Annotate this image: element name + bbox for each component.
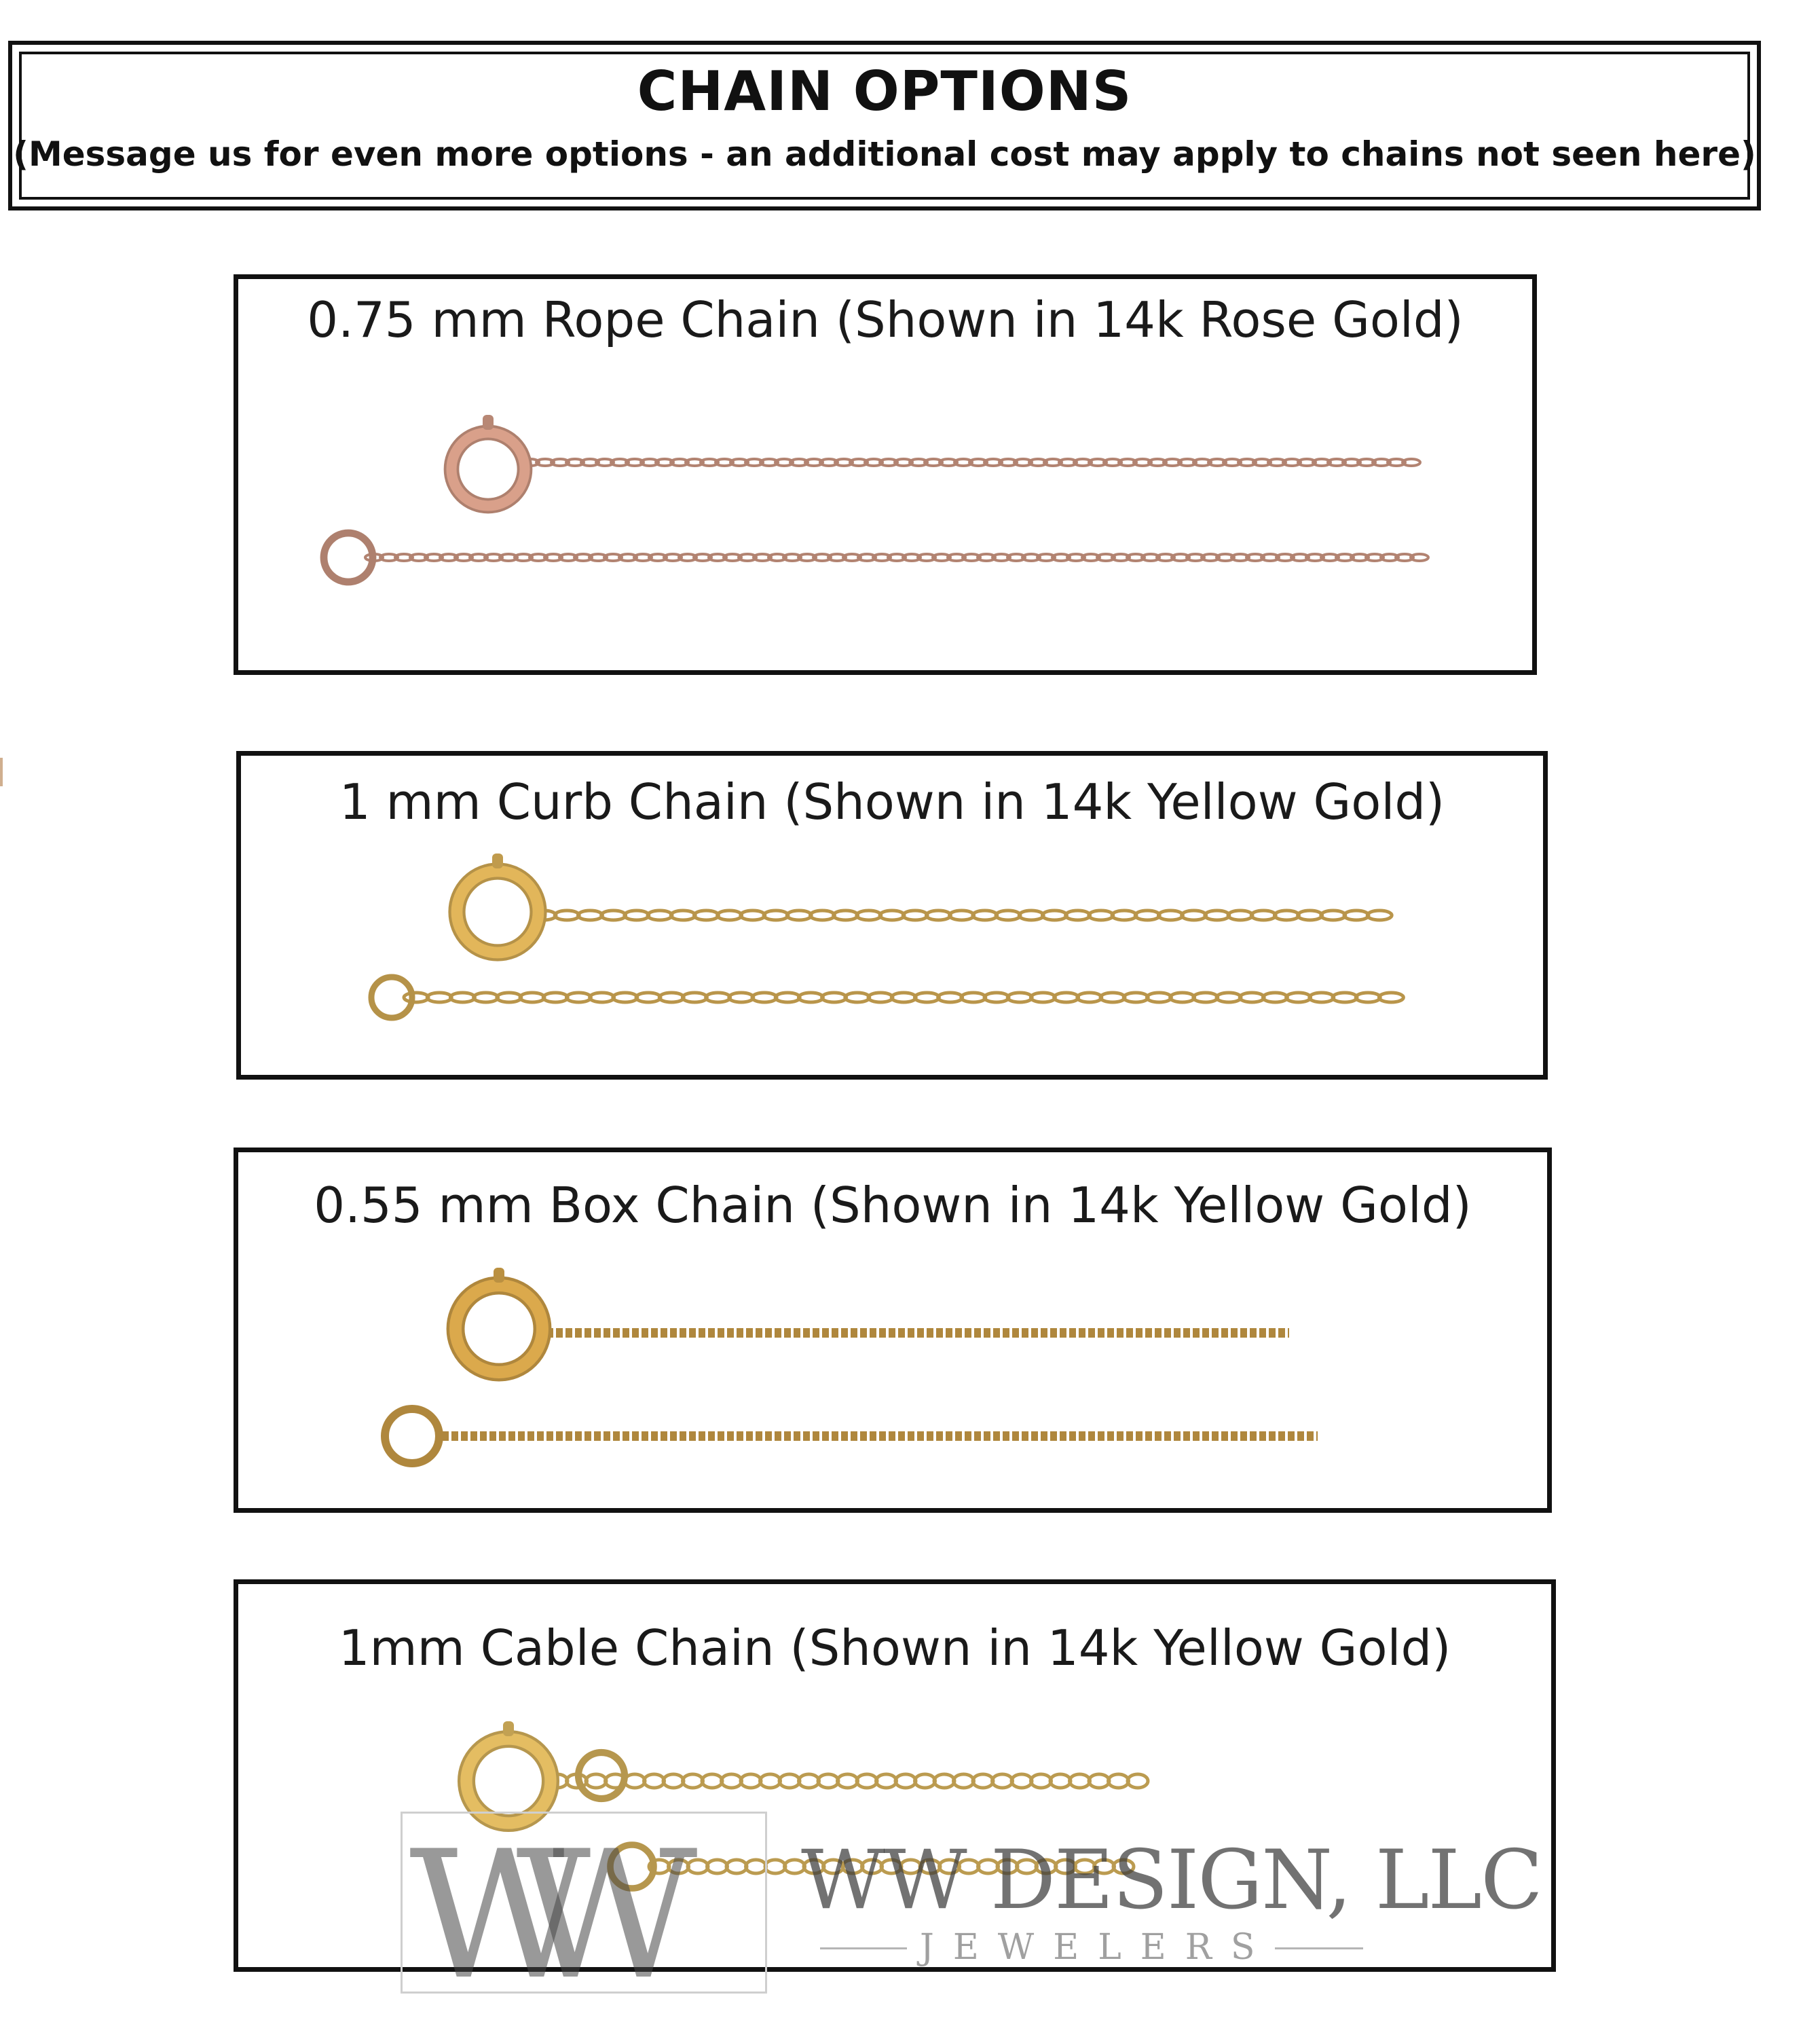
chain-link: [1344, 911, 1369, 920]
chain-link: [450, 993, 475, 1002]
jump-ring-icon: [371, 977, 412, 1018]
chain-link: [752, 993, 777, 1002]
chain-link: [973, 911, 997, 920]
box-chain-image: [238, 1152, 1547, 1508]
chain-link: [779, 1774, 800, 1788]
chain-link: [566, 993, 591, 1002]
chain-link: [648, 911, 672, 920]
edge-mark: [0, 758, 3, 786]
chain-link: [644, 1774, 665, 1788]
chain-link: [601, 911, 626, 920]
page-subtitle: (Message us for even more options - an additional cost may apply to chains not seen here): [13, 134, 1756, 174]
chain-link: [702, 1774, 722, 1788]
chain-link: [555, 911, 579, 920]
chain-link: [1050, 1774, 1071, 1788]
chain-link: [787, 911, 811, 920]
chain-link: [1333, 993, 1357, 1002]
chain-link: [1054, 993, 1079, 1002]
chain-link: [497, 993, 521, 1002]
header-box: [8, 41, 1761, 210]
chain-link: [926, 911, 950, 920]
chain-link: [683, 1774, 703, 1788]
chain-link: [834, 911, 858, 920]
chain-link: [1147, 993, 1171, 1002]
chain-link: [973, 1774, 993, 1788]
chain-link: [1321, 911, 1345, 920]
chain-link: [799, 1774, 819, 1788]
watermark-logo: [401, 1812, 767, 1994]
chain-link: [895, 1774, 916, 1788]
chain-link: [1217, 993, 1241, 1002]
chain-link: [954, 1774, 974, 1788]
chain-link: [1030, 993, 1055, 1002]
chain-link: [722, 1774, 742, 1788]
chain-link: [741, 911, 765, 920]
chain-label: 0.75 mm Rope Chain (Shown in 14k Rose Gold): [307, 291, 1464, 348]
chain-link: [961, 993, 986, 1002]
chain-link: [775, 993, 800, 1002]
spring-ring-highlight: [466, 1739, 551, 1823]
jump-ring-icon: [385, 1409, 439, 1463]
chain-option-box[interactable]: [234, 1148, 1552, 1513]
chain-link: [903, 911, 927, 920]
chain-link: [671, 911, 695, 920]
chain-link: [1205, 911, 1229, 920]
chain-link: [822, 993, 847, 1002]
clasp-lever: [492, 854, 503, 868]
chain-link: [543, 993, 568, 1002]
chain-link: [682, 993, 707, 1002]
chain-link: [1128, 1774, 1148, 1788]
chain-link: [636, 993, 661, 1002]
chain-link: [876, 1774, 897, 1788]
chain-label: 0.55 mm Box Chain (Shown in 14k Yellow Gold): [314, 1177, 1472, 1234]
monogram-text: WW: [409, 1814, 623, 1992]
chain-link: [1367, 911, 1392, 920]
chain-link: [586, 1774, 606, 1788]
chain-link: [992, 1774, 1013, 1788]
chain-link: [1123, 993, 1148, 1002]
chain-link: [1042, 911, 1066, 920]
chain-link: [857, 1774, 877, 1788]
chain-link: [764, 911, 788, 920]
ww-monogram-icon: [403, 1814, 765, 1992]
chain-link: [1007, 993, 1032, 1002]
chain-link: [1135, 911, 1159, 920]
chain-link: [915, 1774, 935, 1788]
chain-link: [1089, 911, 1113, 920]
chain-link: [857, 911, 881, 920]
chain-link: [818, 1774, 838, 1788]
chain-link: [1228, 911, 1252, 920]
spring-ring-highlight: [451, 433, 525, 506]
watermark-rule-right: [1275, 1947, 1363, 1949]
chain-link: [868, 993, 893, 1002]
chain-link: [914, 993, 939, 1002]
chain-link: [694, 911, 718, 920]
chain-link: [880, 911, 904, 920]
chain-link: [1077, 993, 1102, 1002]
chain-link: [1109, 1774, 1129, 1788]
chain-link: [1274, 911, 1299, 920]
chain-link: [845, 993, 870, 1002]
chain-link: [1298, 911, 1322, 920]
chain-link: [578, 911, 602, 920]
chain-label: 1 mm Curb Chain (Shown in 14k Yellow Gold): [339, 773, 1445, 830]
chain-link: [984, 993, 1009, 1002]
chain-link: [659, 993, 684, 1002]
chain-link: [1019, 911, 1043, 920]
clasp-lever: [503, 1721, 514, 1736]
chain-link: [1031, 1774, 1052, 1788]
chain-link: [891, 993, 916, 1002]
chain-link: [934, 1774, 954, 1788]
watermark-name: WW DESIGN, LLC: [801, 1833, 1542, 1928]
chain-link: [613, 993, 637, 1002]
chain-link: [1263, 993, 1287, 1002]
chain-link: [1356, 993, 1380, 1002]
chain-link: [1170, 993, 1195, 1002]
chain-link: [590, 993, 614, 1002]
chain-label: 1mm Cable Chain (Shown in 14k Yellow Gold): [338, 1619, 1451, 1676]
chain-link: [1100, 993, 1125, 1002]
chain-link: [1193, 993, 1218, 1002]
spring-ring-highlight: [456, 1285, 542, 1372]
chain-link: [427, 993, 451, 1002]
chain-link: [938, 993, 963, 1002]
chain-link: [520, 993, 544, 1002]
chain-link: [1286, 993, 1311, 1002]
chain-link: [729, 993, 754, 1002]
spring-ring-highlight: [457, 871, 538, 953]
chain-link: [663, 1774, 684, 1788]
chain-link: [718, 911, 742, 920]
chain-link: [1379, 993, 1403, 1002]
chain-link: [1240, 993, 1264, 1002]
rope-chain-image: [238, 279, 1532, 670]
chain-link: [625, 911, 649, 920]
chain-link: [760, 1774, 781, 1788]
chain-link: [1310, 993, 1334, 1002]
chain-link: [765, 1860, 785, 1873]
chain-link: [810, 911, 834, 920]
chain-link: [741, 1774, 761, 1788]
chain-link: [1011, 1774, 1032, 1788]
chain-option-curb[interactable]: [236, 751, 1548, 1080]
curb-chain-image: [241, 756, 1543, 1075]
chain-link: [474, 993, 498, 1002]
chain-link: [996, 911, 1020, 920]
chain-link: [1089, 1774, 1109, 1788]
chain-link: [404, 993, 428, 1002]
chain-link: [1070, 1774, 1090, 1788]
chain-link: [950, 911, 974, 920]
chain-link: [1066, 911, 1090, 920]
chain-link: [1158, 911, 1183, 920]
chain-option-rope[interactable]: [234, 274, 1537, 675]
chain-link: [798, 993, 823, 1002]
chain-link: [838, 1774, 858, 1788]
watermark-rule-left: [820, 1947, 907, 1949]
chain-link: [706, 993, 730, 1002]
chain-link: [1112, 911, 1136, 920]
chain-link: [1182, 911, 1206, 920]
clasp-lever: [483, 415, 494, 430]
page-title: CHAIN OPTIONS: [637, 60, 1132, 123]
clasp-lever: [494, 1268, 504, 1283]
watermark-subtitle: JEWELERS: [920, 1927, 1274, 1968]
chain-link: [1251, 911, 1276, 920]
